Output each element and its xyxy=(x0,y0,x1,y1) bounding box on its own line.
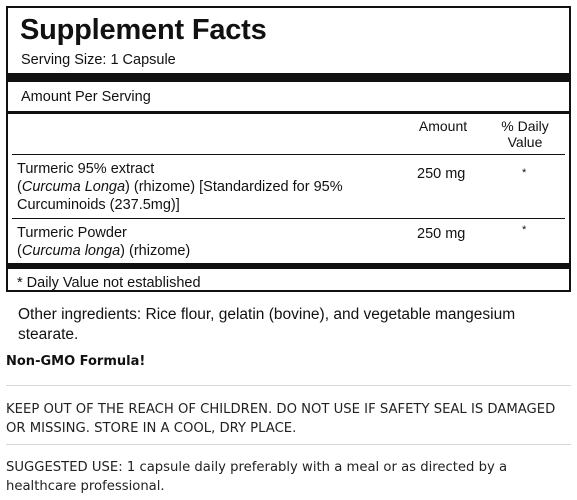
ingredient-standardization: Curcuminoids (237.5mg)] xyxy=(17,197,180,213)
ingredient-source: (Curcuma Longa) (rhizome) [Standardized for 95% xyxy=(17,179,343,195)
other-ingredients: Other ingredients: Rice flour, gelatin (bovine), and vegetable mangesium stearate. xyxy=(18,306,516,343)
section-divider xyxy=(6,444,571,445)
thin-divider xyxy=(12,218,565,219)
ingredient-name: Turmeric Powder xyxy=(17,225,127,241)
facts-title: Supplement Facts xyxy=(20,14,267,46)
latin-name: Curcuma Longa xyxy=(21,179,126,195)
non-gmo-label: Non-GMO Formula! xyxy=(6,354,146,369)
amount-per-serving-label: Amount Per Serving xyxy=(21,89,151,105)
thin-divider xyxy=(12,154,565,155)
medium-divider xyxy=(8,111,569,114)
ingredient-daily-value: * xyxy=(522,224,527,236)
ingredient-row-name xyxy=(17,160,343,214)
warning-text: KEEP OUT OF THE REACH OF CHILDREN. DO NOT USE IF SAFETY SEAL IS DAMAGED OR MISSING. STORE IN A COOL, DRY PLACE. xyxy=(6,402,556,436)
ingredient-name: Turmeric 95% extract xyxy=(17,161,155,177)
thick-divider xyxy=(8,263,569,269)
supplement-facts-panel xyxy=(6,6,571,292)
ingredient-amount: 250 mg xyxy=(417,226,466,242)
amount-column-header: Amount xyxy=(418,118,468,134)
thick-divider xyxy=(8,73,569,82)
serving-size: Serving Size: 1 Capsule xyxy=(21,52,176,68)
ingredient-row-name xyxy=(17,224,190,260)
daily-value-header-line2: Value xyxy=(507,134,543,150)
ingredient-amount: 250 mg xyxy=(417,166,466,182)
latin-name: Curcuma longa xyxy=(21,243,121,259)
ingredient-daily-value: * xyxy=(522,167,527,179)
suggested-use-text: SUGGESTED USE: 1 capsule daily preferably with a meal or as directed by a healthcare professional. xyxy=(6,460,508,494)
daily-value-column-header xyxy=(494,118,556,150)
ingredient-source: (Curcuma longa) (rhizome) xyxy=(17,243,191,259)
section-divider xyxy=(6,385,571,386)
ingredient-detail: ) (rhizome) xyxy=(120,243,191,259)
daily-value-footnote: * Daily Value not established xyxy=(17,275,201,291)
daily-value-header-line1: % Daily xyxy=(501,118,549,134)
ingredient-detail: ) (rhizome) [Standardized for 95% xyxy=(125,179,343,195)
